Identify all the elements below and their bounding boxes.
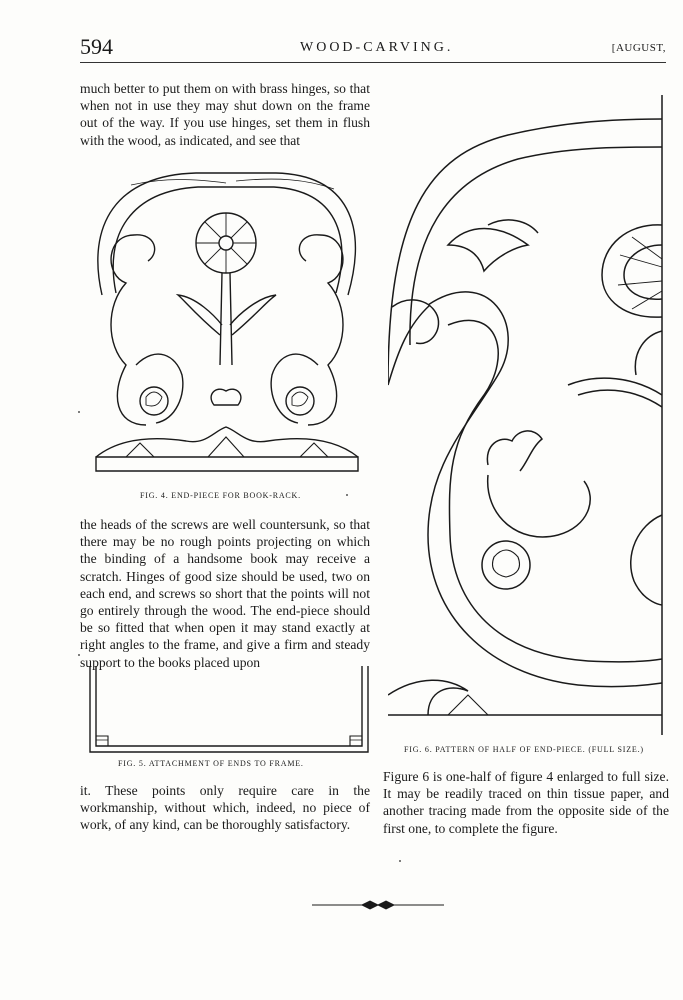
paragraph-3: it. These points only require care in the workmanship, without which, indeed, no piece of work, of any kind, can be thoroughly satisfactory. [80,783,370,833]
fig6-half-pattern-illustration [388,95,666,735]
header-rule [80,62,666,63]
page-header [80,34,666,64]
ink-speck [346,494,348,496]
running-month: [AUGUST, [611,42,666,54]
fig4-end-piece-illustration [86,165,368,483]
end-ornament [312,898,444,912]
fig5-caption: FIG. 5. ATTACHMENT OF ENDS TO FRAME. [118,759,304,768]
paragraph-1: much better to put them on with brass hinges, so that when not in use they may shut down on the frame out of the way. If you use hinges, set them in flush with the wood, as indicated, and see that [80,81,370,148]
ink-speck [78,411,80,413]
paragraph-2: the heads of the screws are well countersunk, so that there may be no rough points projecting on which the binding of a handsome book may receive a scratch. Hinges of good size should be used, two on each end, and screws so short that the points will not go entirely through the wood. The end-piece should be so fitted that when open it may stand exactly at right angles to the frame, and give a firm and steady support to the books placed upon [80,517,370,670]
fig5-attachment-illustration [86,664,372,754]
ink-speck [78,654,80,656]
fig6-caption: FIG. 6. PATTERN OF HALF OF END-PIECE. (FULL SIZE.) [404,745,644,754]
paragraph-4: Figure 6 is one-half of figure 4 enlarged to full size. It may be readily traced on thin tissue paper, and another tracing made from the opposite side of the first one, to complete the figure. [383,769,669,836]
running-title: WOOD-CARVING. [300,40,454,55]
page-number: 594 [80,34,113,59]
ink-speck [399,860,401,862]
fig4-caption: FIG. 4. END-PIECE FOR BOOK-RACK. [140,491,301,500]
